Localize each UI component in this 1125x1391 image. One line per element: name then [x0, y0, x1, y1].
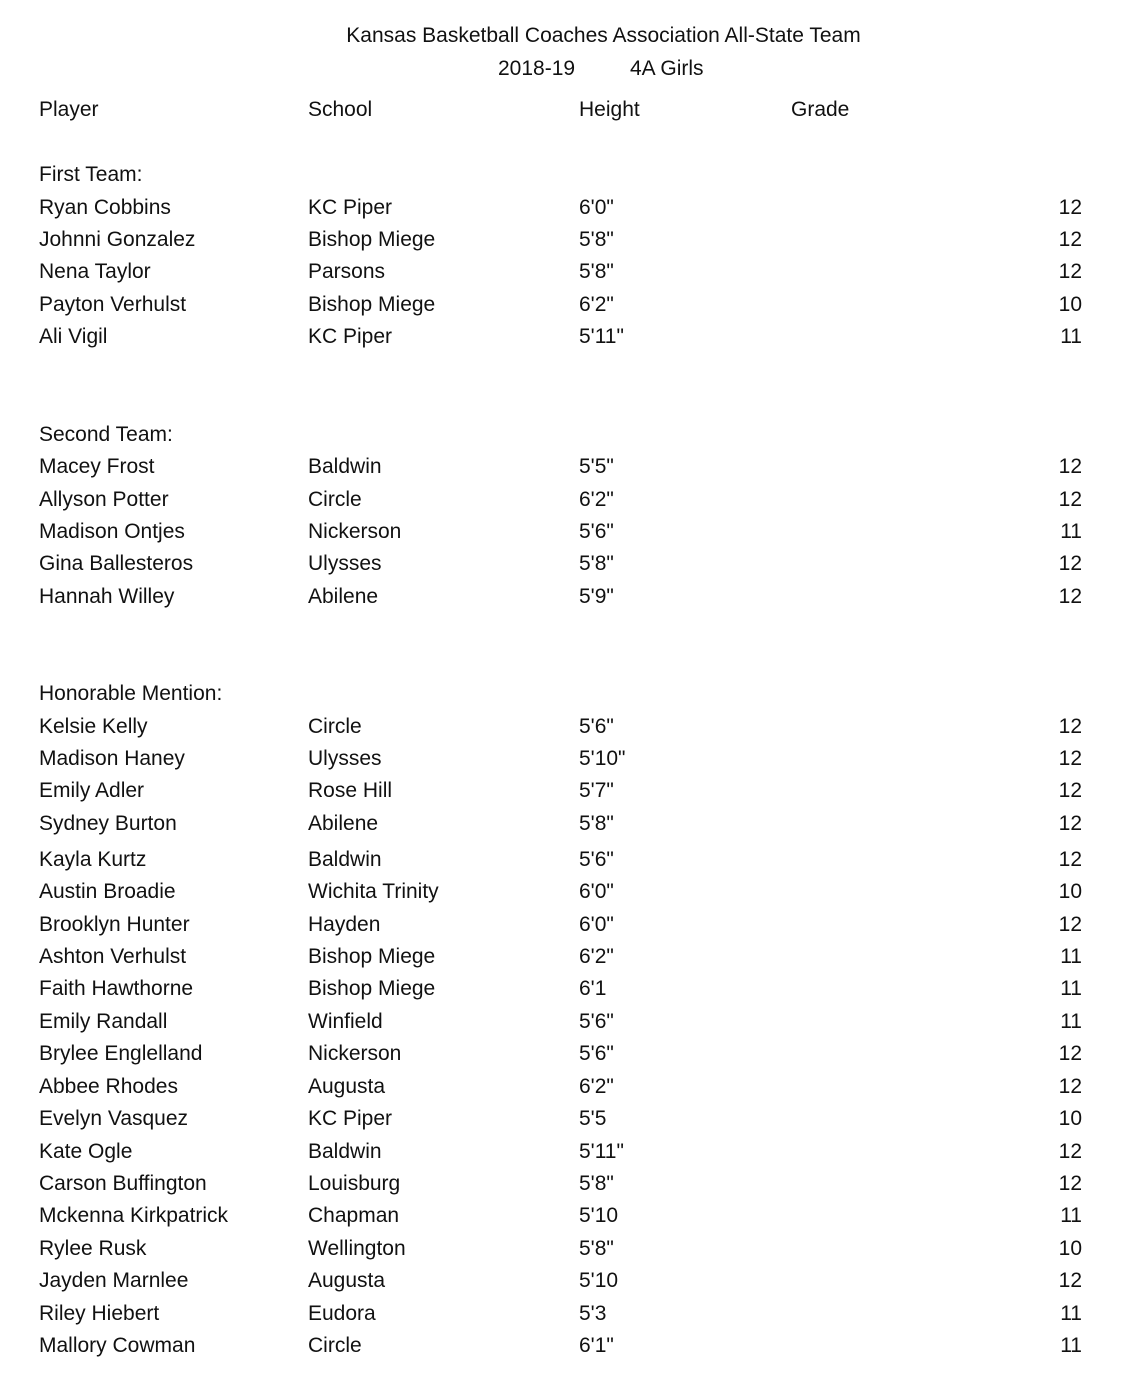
player-grade: 11	[1060, 1010, 1082, 1033]
table-row	[0, 259, 1125, 285]
player-height: 5'5"	[579, 455, 614, 478]
table-row	[0, 1009, 1125, 1035]
column-header-grade: Grade	[791, 98, 850, 121]
player-height: 5'10	[579, 1204, 619, 1227]
player-height: 5'6"	[579, 1042, 614, 1065]
table-row	[0, 1041, 1125, 1067]
player-name: Nena Taylor	[39, 260, 151, 283]
player-school: Bishop Miege	[308, 228, 436, 251]
player-grade: 12	[1058, 488, 1082, 511]
table-row	[0, 714, 1125, 740]
table-row	[0, 1074, 1125, 1100]
table-row	[0, 847, 1125, 873]
player-height: 6'0"	[579, 196, 614, 219]
player-grade: 12	[1058, 715, 1082, 738]
player-grade: 11	[1060, 1334, 1082, 1357]
player-grade: 12	[1058, 747, 1082, 770]
table-row	[0, 1301, 1125, 1327]
table-row	[0, 519, 1125, 545]
season-label: 2018-19	[498, 57, 576, 80]
division-label: 4A Girls	[630, 57, 704, 80]
player-name: Johnni Gonzalez	[39, 228, 196, 251]
player-height: 5'8"	[579, 552, 614, 575]
table-row	[0, 454, 1125, 480]
player-height: 5'8"	[579, 812, 614, 835]
player-school: Hayden	[308, 913, 381, 936]
player-name: Carson Buffington	[39, 1172, 207, 1195]
player-height: 5'6"	[579, 520, 614, 543]
player-height: 5'8"	[579, 260, 614, 283]
player-name: Brylee Englelland	[39, 1042, 203, 1065]
table-row	[0, 292, 1125, 318]
table-row	[0, 1106, 1125, 1132]
player-school: Rose Hill	[308, 779, 393, 802]
section-heading-label: Honorable Mention:	[39, 682, 223, 705]
table-row	[0, 487, 1125, 513]
table-row	[0, 811, 1125, 837]
player-height: 6'2"	[579, 945, 614, 968]
player-school: Bishop Miege	[308, 293, 436, 316]
table-row	[0, 879, 1125, 905]
player-grade: 10	[1058, 1237, 1082, 1260]
player-grade: 12	[1058, 455, 1082, 478]
player-height: 5'7"	[579, 779, 614, 802]
player-height: 5'5	[579, 1107, 607, 1130]
player-school: Chapman	[308, 1204, 400, 1227]
player-name: Hannah Willey	[39, 585, 175, 608]
player-height: 6'0"	[579, 913, 614, 936]
player-grade: 12	[1058, 1269, 1082, 1292]
player-name: Kayla Kurtz	[39, 848, 147, 871]
player-grade: 10	[1058, 293, 1082, 316]
table-row	[0, 195, 1125, 221]
player-name: Mckenna Kirkpatrick	[39, 1204, 229, 1227]
player-grade: 11	[1060, 325, 1082, 348]
player-school: Circle	[308, 1334, 362, 1357]
player-height: 5'8"	[579, 1237, 614, 1260]
player-name: Ali Vigil	[39, 325, 108, 348]
section-heading	[0, 422, 1125, 448]
player-height: 5'6"	[579, 715, 614, 738]
table-row	[0, 227, 1125, 253]
player-grade: 10	[1058, 1107, 1082, 1130]
player-name: Madison Haney	[39, 747, 185, 770]
column-header-row	[0, 97, 1125, 123]
player-height: 6'2"	[579, 293, 614, 316]
player-school: Nickerson	[308, 520, 402, 543]
table-row	[0, 944, 1125, 970]
player-grade: 12	[1058, 812, 1082, 835]
table-row	[0, 584, 1125, 610]
player-name: Evelyn Vasquez	[39, 1107, 189, 1130]
table-row	[0, 778, 1125, 804]
player-height: 5'6"	[579, 1010, 614, 1033]
player-name: Riley Hiebert	[39, 1302, 160, 1325]
player-name: Madison Ontjes	[39, 520, 185, 543]
table-row	[0, 551, 1125, 577]
player-height: 6'2"	[579, 488, 614, 511]
player-height: 5'10	[579, 1269, 619, 1292]
table-row	[0, 1139, 1125, 1165]
player-height: 6'0"	[579, 880, 614, 903]
player-grade: 10	[1058, 880, 1082, 903]
player-height: 6'1	[579, 977, 607, 1000]
player-name: Faith Hawthorne	[39, 977, 194, 1000]
player-school: Louisburg	[308, 1172, 401, 1195]
column-header-height: Height	[579, 98, 640, 121]
player-name: Sydney Burton	[39, 812, 177, 835]
player-school: Augusta	[308, 1269, 386, 1292]
table-row	[0, 912, 1125, 938]
player-height: 5'8"	[579, 1172, 614, 1195]
player-school: Ulysses	[308, 552, 382, 575]
player-grade: 11	[1060, 1302, 1082, 1325]
document-title: Kansas Basketball Coaches Association All-State Team	[346, 24, 861, 47]
player-grade: 11	[1060, 945, 1082, 968]
player-grade: 12	[1058, 196, 1082, 219]
player-grade: 11	[1060, 977, 1082, 1000]
player-school: Baldwin	[308, 455, 382, 478]
player-name: Kelsie Kelly	[39, 715, 148, 738]
player-name: Emily Adler	[39, 779, 145, 802]
player-school: Ulysses	[308, 747, 382, 770]
player-school: Wichita Trinity	[308, 880, 439, 903]
player-grade: 12	[1058, 1042, 1082, 1065]
player-school: KC Piper	[308, 196, 393, 219]
table-row	[0, 1203, 1125, 1229]
player-grade: 11	[1060, 520, 1082, 543]
player-height: 6'1"	[579, 1334, 614, 1357]
document-subtitle	[498, 57, 798, 81]
player-name: Emily Randall	[39, 1010, 168, 1033]
player-grade: 12	[1058, 1075, 1082, 1098]
player-name: Allyson Potter	[39, 488, 169, 511]
player-school: Nickerson	[308, 1042, 402, 1065]
player-school: Baldwin	[308, 848, 382, 871]
player-school: Circle	[308, 715, 362, 738]
player-name: Macey Frost	[39, 455, 155, 478]
table-row	[0, 746, 1125, 772]
table-row	[0, 324, 1125, 350]
player-school: KC Piper	[308, 325, 393, 348]
section-heading-label: First Team:	[39, 163, 143, 186]
player-height: 6'2"	[579, 1075, 614, 1098]
player-name: Brooklyn Hunter	[39, 913, 190, 936]
player-school: Bishop Miege	[308, 977, 436, 1000]
player-height: 5'8"	[579, 228, 614, 251]
player-height: 5'9"	[579, 585, 614, 608]
player-grade: 12	[1058, 1172, 1082, 1195]
player-name: Ashton Verhulst	[39, 945, 187, 968]
table-row	[0, 1333, 1125, 1359]
table-row	[0, 976, 1125, 1002]
player-school: Bishop Miege	[308, 945, 436, 968]
player-grade: 12	[1058, 260, 1082, 283]
player-name: Rylee Rusk	[39, 1237, 147, 1260]
section-heading	[0, 162, 1125, 188]
table-row	[0, 1268, 1125, 1294]
player-height: 5'3	[579, 1302, 607, 1325]
player-school: Parsons	[308, 260, 386, 283]
player-name: Kate Ogle	[39, 1140, 133, 1163]
table-row	[0, 1236, 1125, 1262]
player-grade: 12	[1058, 228, 1082, 251]
player-school: KC Piper	[308, 1107, 393, 1130]
player-grade: 12	[1058, 913, 1082, 936]
player-school: Augusta	[308, 1075, 386, 1098]
player-name: Abbee Rhodes	[39, 1075, 178, 1098]
player-grade: 12	[1058, 552, 1082, 575]
player-school: Winfield	[308, 1010, 383, 1033]
player-school: Abilene	[308, 812, 379, 835]
section-heading	[0, 681, 1125, 707]
player-grade: 11	[1060, 1204, 1082, 1227]
player-name: Austin Broadie	[39, 880, 176, 903]
player-name: Gina Ballesteros	[39, 552, 194, 575]
player-name: Payton Verhulst	[39, 293, 187, 316]
player-grade: 12	[1058, 1140, 1082, 1163]
column-header-player: Player	[39, 98, 99, 121]
player-height: 5'11"	[579, 325, 624, 348]
player-school: Eudora	[308, 1302, 376, 1325]
player-school: Circle	[308, 488, 362, 511]
player-grade: 12	[1058, 848, 1082, 871]
player-school: Baldwin	[308, 1140, 382, 1163]
player-school: Abilene	[308, 585, 379, 608]
player-height: 5'10"	[579, 747, 626, 770]
section-heading-label: Second Team:	[39, 423, 173, 446]
player-height: 5'6"	[579, 848, 614, 871]
player-name: Mallory Cowman	[39, 1334, 196, 1357]
player-height: 5'11"	[579, 1140, 624, 1163]
player-school: Wellington	[308, 1237, 406, 1260]
player-grade: 12	[1058, 779, 1082, 802]
player-name: Ryan Cobbins	[39, 196, 171, 219]
player-grade: 12	[1058, 585, 1082, 608]
column-header-school: School	[308, 98, 373, 121]
table-row	[0, 1171, 1125, 1197]
player-name: Jayden Marnlee	[39, 1269, 189, 1292]
